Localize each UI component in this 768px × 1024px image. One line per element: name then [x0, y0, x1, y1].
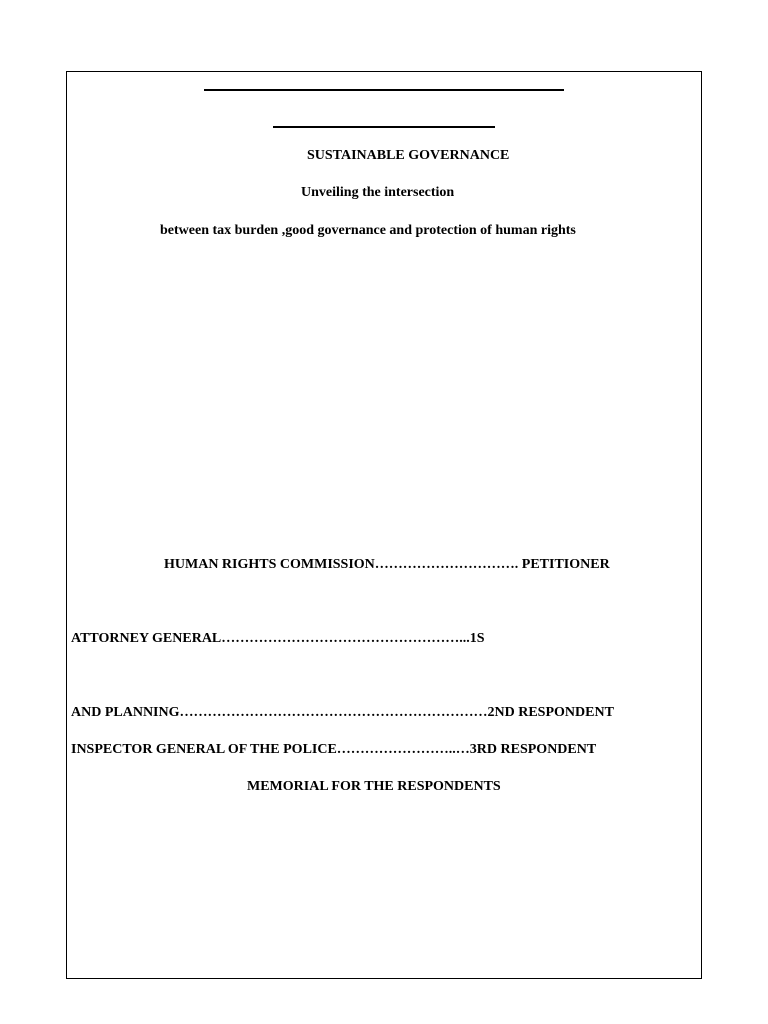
- second-rule-line: [273, 126, 495, 128]
- document-title: SUSTAINABLE GOVERNANCE: [307, 148, 510, 163]
- first-respondent-line: ATTORNEY GENERAL……………………………………………...1S: [71, 631, 485, 646]
- petitioner-line: HUMAN RIGHTS COMMISSION…………………………. PETITIONER: [164, 557, 610, 572]
- document-subtitle-line-2: between tax burden ,good governance and protection of human rights: [160, 223, 576, 238]
- top-rule-line: [204, 89, 564, 91]
- third-respondent-line: INSPECTOR GENERAL OF THE POLICE……………………..…3RD RESPONDENT: [71, 742, 597, 757]
- second-respondent-line: AND PLANNING…………………………………………………………2ND RESPONDENT: [71, 705, 614, 720]
- page-border: [66, 71, 702, 979]
- memorial-heading: MEMORIAL FOR THE RESPONDENTS: [247, 779, 501, 794]
- document-subtitle-line-1: Unveiling the intersection: [301, 185, 455, 200]
